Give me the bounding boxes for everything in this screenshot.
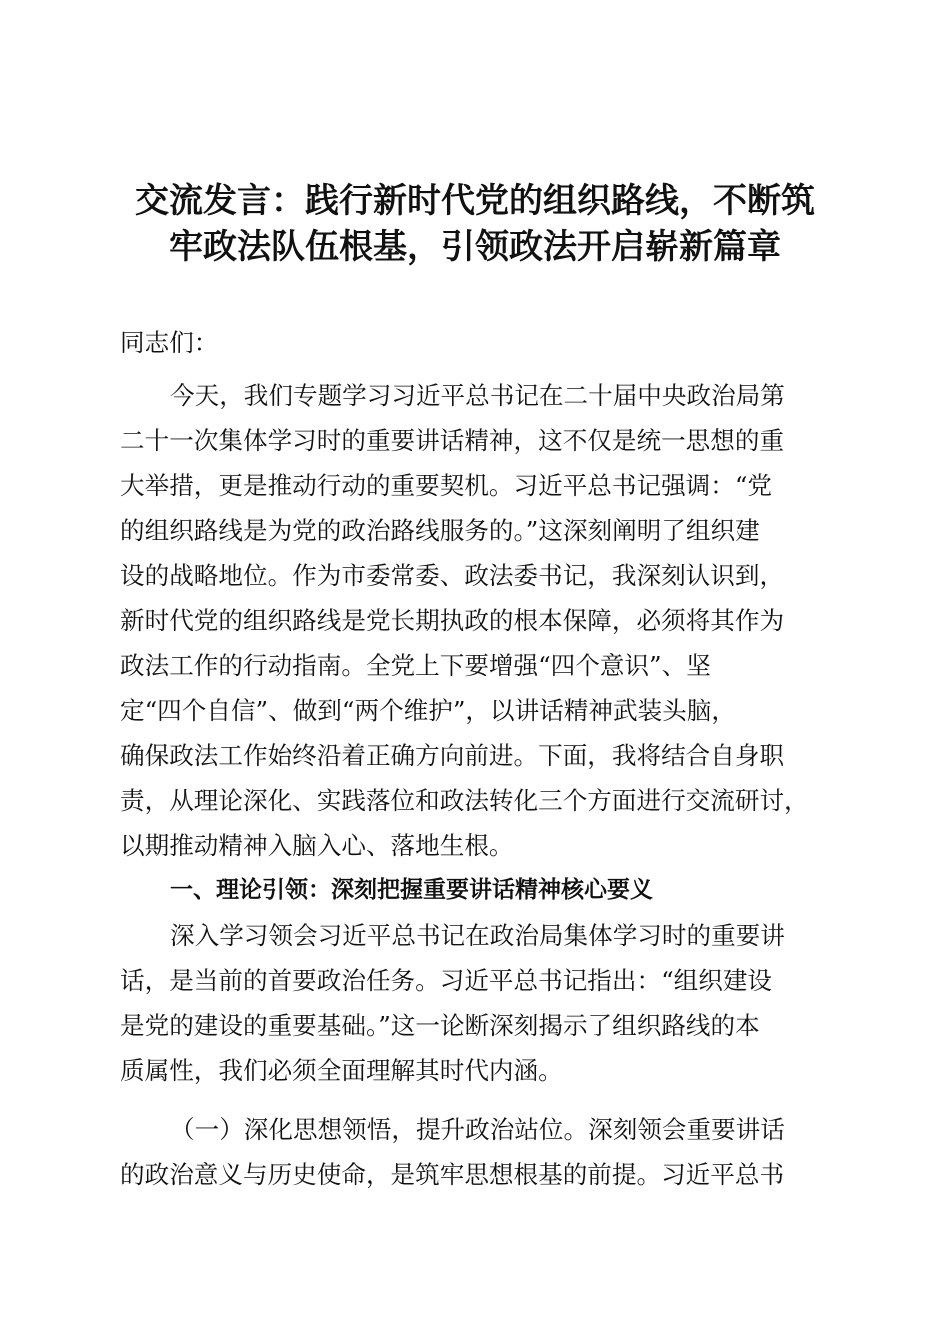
title-line-2: 牢政法队伍根基，引领政法开启崭新篇章: [169, 227, 781, 267]
paragraph-line: 的政治意义与历史使命，是筑牢思想根基的前提。习近平总书: [120, 1160, 785, 1189]
paragraph-line: 的组织路线是为党的政治路线服务的。”这深刻阐明了组织建: [120, 516, 760, 545]
document-title: [100, 178, 850, 270]
paragraph-line: 政法工作的行动指南。全党上下要增强“四个意识”、坚: [120, 651, 711, 680]
paragraph-line: 设的战略地位。作为市委常委、政法委书记，我深刻认识到，: [120, 561, 785, 590]
paragraph-line: 今天，我们专题学习习近平总书记在二十届中央政治局第: [170, 381, 785, 410]
paragraph-line: 二十一次集体学习时的重要讲话精神，这不仅是统一思想的重: [120, 426, 785, 455]
paragraph-line: 定“四个自信”、做到“两个维护”，以讲话精神武装头脑，: [120, 696, 736, 725]
paragraph-line: 是党的建设的重要基础。”这一论断深刻揭示了组织路线的本: [120, 1011, 760, 1040]
document-body: [120, 320, 836, 1197]
section-heading-1: 一、理论引领：深刻把握重要讲话精神核心要义: [170, 877, 653, 903]
salutation: 同志们：: [120, 328, 219, 357]
paragraph-2: [120, 913, 836, 1093]
paragraph-line: （一）深化思想领悟，提升政治站位。深刻领会重要讲话: [170, 1115, 785, 1144]
paragraph-line: 新时代党的组织路线是党长期执政的根本保障，必须将其作为: [120, 606, 785, 635]
paragraph-line: 话，是当前的首要政治任务。习近平总书记指出：“组织建设: [120, 966, 773, 995]
paragraph-line: 深入学习领会习近平总书记在政治局集体学习时的重要讲: [170, 921, 785, 950]
title-line-1: 交流发言：践行新时代党的组织路线，不断筑: [135, 181, 815, 221]
paragraph-1: [120, 373, 836, 868]
paragraph-3: [120, 1107, 836, 1197]
paragraph-spacer: [120, 1093, 836, 1107]
paragraph-line: 确保政法工作始终沿着正确方向前进。下面，我将结合自身职: [120, 741, 785, 770]
paragraph-line: 大举措，更是推动行动的重要契机。习近平总书记强调：“党: [120, 471, 773, 500]
paragraph-line: 责，从理论深化、实践落位和政法转化三个方面进行交流研讨，: [120, 786, 809, 815]
paragraph-line: 以期推动精神入脑入心、落地生根。: [120, 831, 514, 860]
paragraph-line: 质属性，我们必须全面理解其时代内涵。: [120, 1056, 563, 1085]
